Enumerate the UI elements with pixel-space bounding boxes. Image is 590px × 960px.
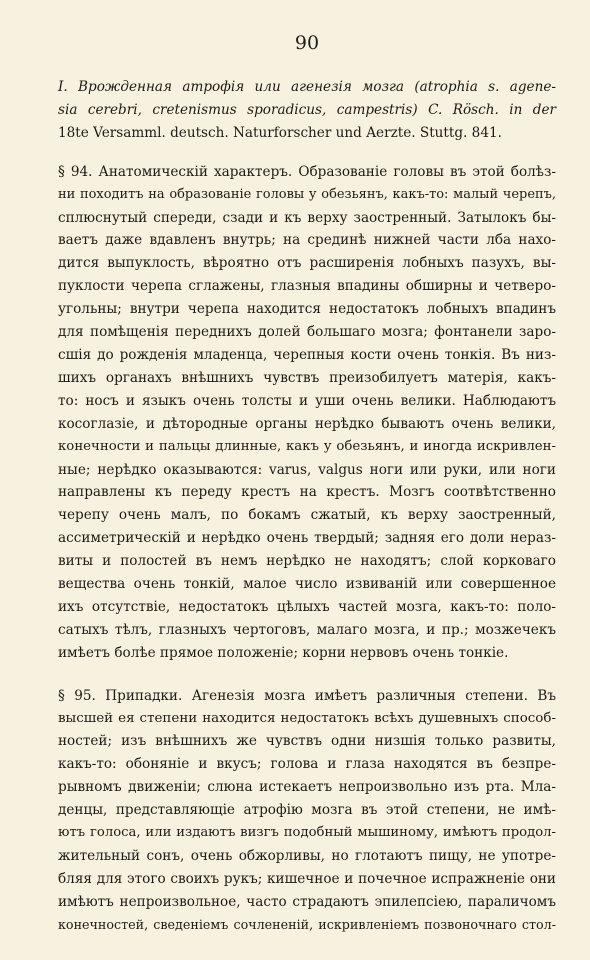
text-line: сплюснутый спереди, сзади и къ верху заостренный. Затылокъ бы-: [58, 209, 556, 226]
text-line: ютъ голоса, или издаютъ визгъ подобный мышиному, имѣютъ продол-: [58, 825, 556, 841]
text-line: ихъ отсутствіе, недостатокъ цѣлыхъ частей мозга, какъ-то: поло-: [58, 598, 556, 615]
text-line: имѣетъ болѣе прямое положеніе; корни нервовъ очень тонкіе.: [58, 644, 509, 661]
text-line: § 95. Припадки. Агенезія мозга имѣетъ различныя степени. Въ: [58, 687, 556, 704]
text-line: ассиметрическій и нерѣдко очень твердый; задняя его доли нераз-: [58, 530, 556, 547]
text-line: дится выпуклость, вѣроятно отъ расширенія лобныхъ пазухъ, вы-: [58, 255, 556, 272]
page-number: 90: [294, 32, 320, 54]
text-line: шихъ органахъ внѣшнихъ чувствъ преизобилуетъ матерія, какъ-: [58, 369, 556, 386]
text-line: ные; нерѣдко оказываются: varus, valgus ноги или руки, или ноги: [58, 461, 556, 478]
text-line: высшей ея степени находится недостатокъ всѣхъ душевныхъ способ-: [58, 710, 556, 726]
heading-line: sia cerebri, cretenismus sporadicus, campestris) C. Rösch. in der: [58, 101, 556, 118]
text-line: § 94. Анатомическій характеръ. Образованіе головы въ этой болѣз-: [58, 163, 556, 180]
text-line: ваетъ даже вдавленъ внутрь; на срединѣ нижней части лба нахо-: [58, 232, 556, 249]
text-line: ностей; изъ внѣшнихъ же чувствъ одни низшія только развиты,: [58, 733, 556, 750]
section-95-paragraph: [58, 685, 556, 937]
text-line: имѣютъ непроизвольное, часто страдаютъ эпилепсіею, параличомъ: [58, 893, 556, 910]
text-line: какъ-то: обоняніе и вкусъ; голова и глаза находятся въ безпре-: [58, 756, 556, 773]
text-line: сатыхъ тѣлъ, глазныхъ чертоговъ, малаго мозга, и пр.; мозжечекъ: [58, 621, 556, 638]
heading-line: 18te Versamml. deutsch. Naturforscher und Aerzte. Stuttg. 841.: [58, 124, 502, 141]
text-line: угольны; внутри черепа находится недостатокъ лобныхъ впадинъ: [58, 301, 556, 318]
text-line: рывномъ движеніи; слюна истекаетъ непроизвольно изъ рта. Мла-: [58, 779, 556, 796]
text-line: конечностей, сведеніемъ сочлененій, искривленіемъ позвоночнаго стол-: [58, 916, 556, 932]
text-line: жительный сонъ, очень обжорливы, но глотаютъ пищу, не употре-: [58, 848, 556, 864]
text-line: косоглазіе, и дѣтородные органы нерѣдко бываютъ очень велики,: [58, 415, 556, 432]
text-line: конечности и пальцы длинные, какъ у обезьянъ, и иногда искривлен-: [58, 438, 556, 454]
text-line: черепу очень малъ, по бокамъ сжатый, къ верху заостренный,: [58, 507, 556, 524]
text-line: направлены къ переду крестъ на крестъ. Мозгъ соотвѣтственно: [58, 484, 556, 501]
text-line: бляя для этого своихъ рукъ; кишечное и почечное испражненіе они: [58, 870, 556, 887]
heading-line: I. Врожденная атрофія или агенезія мозга (atrophia s. agene-: [58, 79, 556, 95]
text-line: ни походитъ на образованіе головы у обезьянъ, какъ-то: малый черепъ,: [58, 186, 556, 202]
text-line: денцы, представляющіе атрофію мозга въ этой степени, не имѣ-: [58, 802, 556, 819]
text-line: для помѣщенія переднихъ долей большаго мозга; фонтанели заро-: [58, 324, 556, 341]
section-94-paragraph: [58, 161, 556, 665]
text-line: вещества очень тонкій, малое число извиванiй или совершенное: [58, 576, 556, 593]
chapter-heading: [58, 76, 556, 145]
text-line: пуклости черепа сглажены, глазныя впадины обширны и четверо-: [58, 278, 556, 295]
text-line: то: носъ и языкъ очень толсты и уши очень велики. Наблюдаютъ: [58, 392, 556, 409]
text-line: сшія до рожденія младенца, черепныя кости очень тонкія. Въ низ-: [58, 346, 556, 363]
text-line: виты и полостей въ немъ нерѣдко не находятъ; слой корковаго: [58, 553, 556, 570]
